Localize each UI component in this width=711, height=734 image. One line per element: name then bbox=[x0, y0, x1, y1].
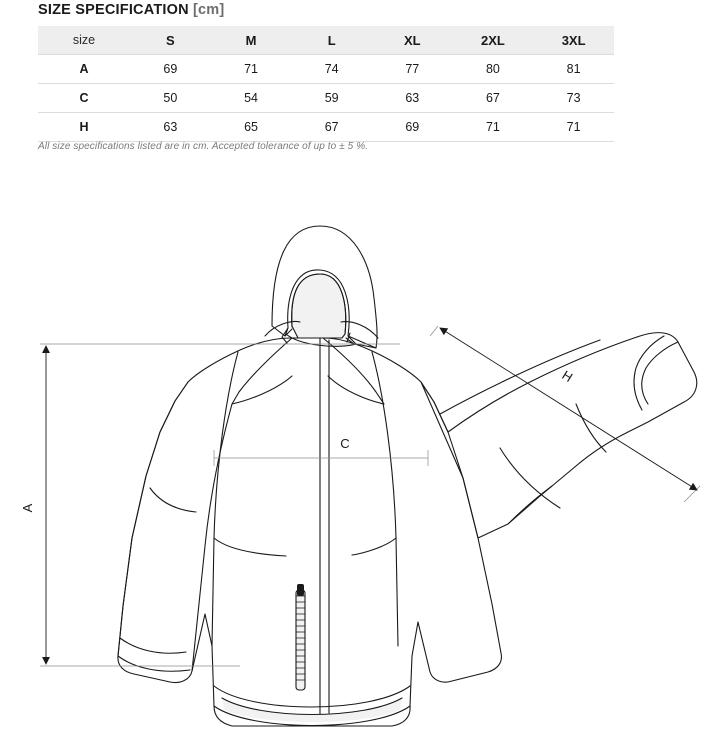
cell-c-m: 54 bbox=[211, 84, 292, 113]
tolerance-note: All size specifications listed are in cm. Accepted tolerance of up to ± 5 %. bbox=[38, 141, 369, 152]
dimension-label-a: A bbox=[20, 503, 35, 513]
dimension-label-h: H bbox=[559, 367, 576, 386]
jacket-outline-group bbox=[118, 226, 697, 729]
cell-c-3xl: 73 bbox=[533, 84, 614, 113]
chest-pocket-zipper bbox=[296, 590, 305, 690]
cell-h-s: 63 bbox=[130, 113, 211, 142]
cell-c-s: 50 bbox=[130, 84, 211, 113]
right-sleeve-inner-seam bbox=[500, 448, 560, 508]
row-label-c: C bbox=[38, 84, 130, 113]
table-header-row bbox=[38, 26, 614, 55]
right-sleeve-elbow-seam bbox=[576, 404, 606, 452]
column-header-size: size bbox=[38, 26, 130, 55]
cell-c-xl: 63 bbox=[372, 84, 453, 113]
table-row bbox=[38, 55, 614, 84]
right-sleeve-cuff-seam bbox=[642, 342, 678, 404]
cell-h-m: 65 bbox=[211, 113, 292, 142]
jacket-body-outline bbox=[118, 338, 502, 726]
cell-h-3xl: 71 bbox=[533, 113, 614, 142]
right-sleeve-cuff-line bbox=[634, 336, 664, 410]
cell-a-xl: 77 bbox=[372, 55, 453, 84]
cell-a-l: 74 bbox=[291, 55, 372, 84]
page-title-text: SIZE SPECIFICATION bbox=[38, 2, 189, 18]
column-header-2xl: 2XL bbox=[453, 26, 534, 55]
dim-h-ext-end bbox=[684, 486, 700, 502]
jacket-diagram-svg bbox=[0, 186, 711, 729]
jacket-technical-drawing bbox=[0, 186, 711, 729]
column-header-3xl: 3XL bbox=[533, 26, 614, 55]
left-side-seam-lower bbox=[214, 538, 286, 556]
page-title-unit: [cm] bbox=[193, 2, 225, 18]
cell-c-2xl: 67 bbox=[453, 84, 534, 113]
table-row bbox=[38, 113, 614, 142]
cell-h-xl: 69 bbox=[372, 113, 453, 142]
column-header-s: S bbox=[130, 26, 211, 55]
cell-a-m: 71 bbox=[211, 55, 292, 84]
table-row bbox=[38, 84, 614, 113]
cell-h-l: 67 bbox=[291, 113, 372, 142]
chest-pocket-puller bbox=[297, 584, 304, 596]
right-panel-seam bbox=[372, 352, 398, 646]
cell-a-s: 69 bbox=[130, 55, 211, 84]
right-sleeve-top-seam bbox=[440, 340, 600, 414]
row-label-a: A bbox=[38, 55, 130, 84]
cell-a-3xl: 81 bbox=[533, 55, 614, 84]
column-header-m: M bbox=[211, 26, 292, 55]
cell-c-l: 59 bbox=[291, 84, 372, 113]
dimension-label-c: C bbox=[340, 436, 350, 451]
cell-h-2xl: 71 bbox=[453, 113, 534, 142]
page-title bbox=[38, 2, 224, 18]
left-panel-seam bbox=[212, 352, 238, 646]
left-sleeve-outline bbox=[118, 382, 188, 656]
column-header-l: L bbox=[291, 26, 372, 55]
size-table bbox=[38, 26, 614, 142]
right-yoke-lower-seam bbox=[328, 376, 384, 404]
cell-a-2xl: 80 bbox=[453, 55, 534, 84]
size-table-head bbox=[38, 26, 614, 55]
jacket-hem-inner bbox=[222, 698, 402, 722]
size-table-body bbox=[38, 55, 614, 142]
row-label-h: H bbox=[38, 113, 130, 142]
column-header-xl: XL bbox=[372, 26, 453, 55]
left-sleeve-elbow-detail bbox=[150, 488, 196, 512]
right-side-seam-lower bbox=[352, 538, 396, 555]
jacket-hem-curve bbox=[214, 686, 410, 707]
dim-h-ext-start bbox=[430, 326, 438, 336]
dimension-lines-group bbox=[40, 326, 700, 666]
